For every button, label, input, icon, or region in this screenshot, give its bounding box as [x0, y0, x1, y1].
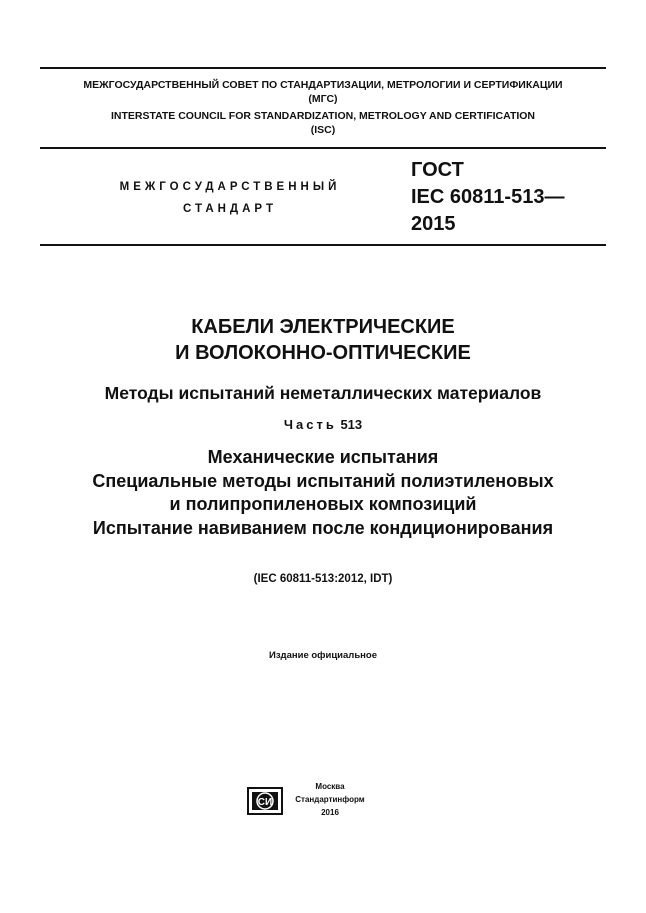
part-number-value: 513 — [340, 417, 363, 432]
standard-code — [411, 157, 564, 238]
council-ru-line1: МЕЖГОСУДАРСТВЕННЫЙ СОВЕТ ПО СТАНДАРТИЗАЦИИ, МЕТРОЛОГИИ И СЕРТИФИКАЦИИ — [83, 79, 563, 91]
part-title-line3: и полипропиленовых композиций — [169, 494, 477, 514]
standard-code-line2: IEC 60811-513— — [411, 186, 565, 208]
document-subtitle: Методы испытаний неметаллических материалов — [104, 383, 542, 403]
standard-rule — [40, 244, 606, 246]
logo-text: СИ — [257, 797, 273, 808]
part-title-line1: Механические испытания — [207, 447, 439, 467]
standard-code-line1: ГОСТ — [411, 159, 464, 181]
standard-code-line3: 2015 — [411, 213, 456, 235]
council-ru-line2: (МГС) — [308, 93, 338, 105]
publisher-city: Москва — [315, 782, 345, 791]
council-ru — [40, 78, 606, 106]
part-title-line2: Специальные методы испытаний полиэтиленовых — [92, 470, 554, 491]
council-en — [40, 109, 606, 137]
title-line1: КАБЕЛИ ЭЛЕКТРИЧЕСКИЕ — [191, 316, 455, 338]
header-rule — [40, 147, 606, 149]
standard-label — [80, 176, 380, 220]
council-en-line1: INTERSTATE COUNCIL FOR STANDARDIZATION, METROLOGY AND CERTIFICATION — [110, 110, 536, 122]
publisher-name: Стандартинформ — [295, 795, 365, 804]
document-title — [20, 314, 626, 366]
council-en-line2: (ISC) — [310, 124, 336, 136]
standard-label-line1: МЕЖГОСУДАРСТВЕННЫЙ — [119, 181, 341, 193]
top-rule — [40, 67, 606, 69]
publisher-year: 2016 — [321, 808, 339, 817]
part-title-line4: Испытание навиванием после кондиционирования — [92, 517, 554, 538]
standard-label-line2: СТАНДАРТ — [183, 203, 277, 215]
part-number — [20, 416, 626, 434]
edition-note: Издание официальное — [269, 650, 377, 661]
standartinform-logo-icon — [247, 787, 283, 815]
title-line2: И ВОЛОКОННО-ОПТИЧЕСКИЕ — [175, 342, 471, 364]
part-title — [20, 446, 626, 540]
publisher-block — [284, 780, 376, 819]
part-word: Часть — [283, 417, 337, 432]
iec-reference: (IEC 60811-513:2012, IDT) — [253, 573, 393, 585]
